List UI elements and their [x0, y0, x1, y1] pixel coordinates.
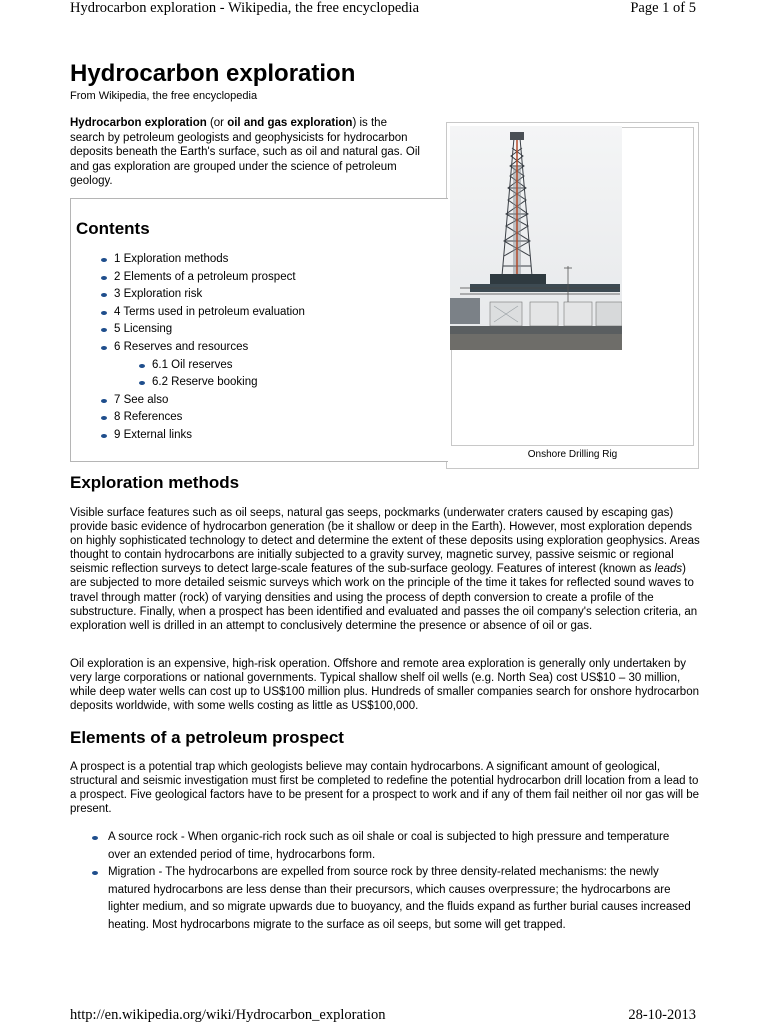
toc-item[interactable]: 6 Reserves and resources: [101, 339, 305, 357]
print-footer-date: 28-10-2013: [628, 1007, 696, 1023]
bullet-icon: [101, 416, 107, 420]
paragraph-exploration-1: Visible surface features such as oil seeps, natural gas seeps, pockmarks (underwater craters caused by escaping gas) provide basic evidence of hydrocarbon generation (be it shallow or deep in the Earth). However, most exploration depends on highly sophisticated technology to detect and determine the extent of these deposits using exploration geophysics. Areas thought to contain hydrocarbons are initially subjected to a gravity survey, magnetic survey, passive seismic or regional seismic reflection surveys to detect large-scale features of the sub-surface geology. Features of interest (known as leads) are subjected to more detailed seismic surveys which work on the principle of the time it takes for reflected sound waves to travel through matter (rock) of varying densities and using the process of depth conversion to create a profile of the substructure. Finally, when a prospect has been identified and evaluated and passes the oil company's selection criteria, an exploration well is drilled in an attempt to conclusively determine the presence or absence of oil or gas.: [70, 507, 700, 632]
contents-title: Contents: [76, 219, 150, 238]
intro-text-1: (or: [206, 117, 228, 129]
bullet-icon: [101, 276, 107, 280]
paragraph-exploration-2: Oil exploration is an expensive, high-risk operation. Offshore and remote area exploration is generally only undertaken by very large corporations or national governments. Typical shallow shelf oil wells (e.g. North Sea) cost US$10 – 30 million, while deep water wells can cost up to US$100 million plus. Hundreds of smaller companies search for onshore hydrocarbon deposits worldwide, with some wells costing as little as US$100,000.: [70, 658, 699, 713]
page-subtitle: From Wikipedia, the free encyclopedia: [70, 90, 258, 102]
drilling-rig-image[interactable]: [450, 126, 622, 350]
bullet-icon: [139, 381, 145, 385]
contents-list: [101, 251, 305, 445]
bullet-icon: [92, 871, 98, 875]
toc-item[interactable]: 3 Exploration risk: [101, 286, 305, 304]
intro-paragraph: [70, 116, 420, 189]
prospect-factor-list: [92, 829, 692, 935]
bullet-icon: [101, 311, 107, 315]
toc-item[interactable]: 7 See also: [101, 392, 305, 410]
toc-item[interactable]: 2 Elements of a petroleum prospect: [101, 269, 305, 287]
bullet-icon: [101, 328, 107, 332]
table-of-contents: [70, 198, 448, 462]
intro-bold-term: Hydrocarbon exploration: [70, 117, 207, 129]
paragraph-prospect-1: A prospect is a potential trap which geologists believe may contain hydrocarbons. A significant amount of geological, structural and seismic investigation must first be completed to redefine the potential hydrocarbon drill location from a lead to a prospect. Five geological factors have to be present for a prospect to work and if any of them fail neither oil nor gas will be present.: [70, 761, 700, 816]
toc-item[interactable]: 8 References: [101, 409, 305, 427]
toc-subitem[interactable]: 6.2 Reserve booking: [139, 374, 305, 392]
figure-caption: Onshore Drilling Rig: [527, 449, 618, 460]
bullet-icon: [101, 293, 107, 297]
intro-text-2: ) is the search by petroleum geologists and geophysicists for hydrocarbon deposits beneath the Earth's surface, such as oil and natural gas. Oil and gas exploration are grouped under the science of petroleum geology.: [70, 117, 420, 188]
bullet-icon: [101, 399, 107, 403]
toc-item[interactable]: 9 External links: [101, 427, 305, 445]
bullet-icon: [101, 434, 107, 438]
figure-drilling-rig: [446, 122, 699, 469]
toc-item[interactable]: 4 Terms used in petroleum evaluation: [101, 304, 305, 322]
bullet-icon: [101, 346, 107, 350]
print-footer-url: http://en.wikipedia.org/wiki/Hydrocarbon_exploration: [70, 1007, 386, 1023]
bullet-icon: [92, 836, 98, 840]
list-item: Migration - The hydrocarbons are expelled from source rock by three density-related mechanisms: the newly matured hydrocarbons are less dense than their precursors, which causes overpressure; the hydrocarbons are lighter medium, and so migrate upwards due to buoyancy, and the fluids expand as further burial causes increased heating. Most hydrocarbons migrate to the surface as oil seeps, but some will get trapped.: [92, 864, 692, 934]
bullet-icon: [101, 258, 107, 262]
bullet-icon: [139, 364, 145, 368]
toc-item[interactable]: 5 Licensing: [101, 321, 305, 339]
print-header-title: Hydrocarbon exploration - Wikipedia, the free encyclopedia: [70, 0, 420, 16]
heading-petroleum-prospect: Elements of a petroleum prospect: [70, 728, 344, 747]
list-item: A source rock - When organic-rich rock such as oil shale or coal is subjected to high pressure and temperature over an extended period of time, hydrocarbons form.: [92, 829, 692, 864]
heading-exploration-methods: Exploration methods: [70, 473, 240, 492]
toc-item[interactable]: 1 Exploration methods: [101, 251, 305, 269]
toc-subitem[interactable]: 6.1 Oil reserves: [139, 357, 305, 375]
intro-bold-term-2: oil and gas exploration: [227, 117, 353, 129]
print-header-page: Page 1 of 5: [630, 0, 696, 16]
page-title: Hydrocarbon exploration: [70, 60, 356, 87]
